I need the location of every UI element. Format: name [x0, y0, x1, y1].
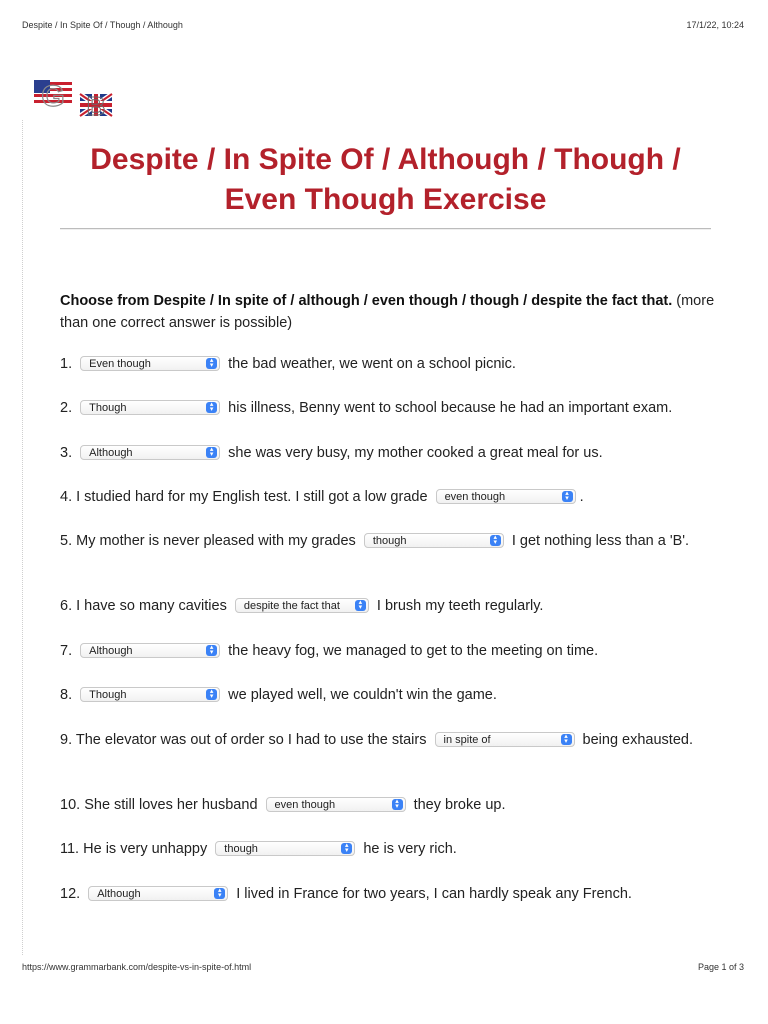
- question-item: [60, 883, 720, 905]
- answer-select-value: Although: [89, 446, 133, 459]
- select-arrows-icon: ▴ ▾: [206, 447, 217, 458]
- answer-select-value: Although: [97, 887, 141, 900]
- select-arrows-icon: ▴ ▾: [206, 358, 217, 369]
- answer-select[interactable]: [80, 400, 220, 415]
- question-item: [60, 486, 720, 508]
- question-item: [60, 442, 720, 464]
- question-item: [60, 353, 720, 375]
- question-text-before: I studied hard for my English test. I still got a low grade: [76, 489, 428, 505]
- question-text-after: she was very busy, my mother cooked a great meal for us.: [228, 445, 603, 461]
- instructions-note: (more than one correct answer is possible): [60, 293, 715, 331]
- select-arrows-icon: ▴ ▾: [355, 600, 366, 611]
- print-header-datetime: 17/1/22, 10:24: [686, 20, 744, 30]
- question-number: 3.: [60, 445, 73, 461]
- question-text-before: He is very unhappy: [83, 841, 208, 857]
- select-arrows-icon: ▴ ▾: [490, 535, 501, 546]
- answer-select[interactable]: [88, 886, 228, 901]
- question-number: 12.: [60, 886, 81, 902]
- answer-select[interactable]: [215, 841, 355, 856]
- question-number: 10.: [60, 797, 81, 813]
- answer-select-value: even though: [444, 490, 506, 503]
- question-item: [60, 397, 720, 419]
- question-number: 8.: [60, 687, 73, 703]
- question-number: 4.: [60, 489, 73, 505]
- answer-select-value: Though: [89, 401, 127, 414]
- select-arrows-icon: ▴ ▾: [206, 689, 217, 700]
- select-arrows-icon: ▴ ▾: [392, 799, 403, 810]
- select-arrows-icon: ▴ ▾: [206, 402, 217, 413]
- select-arrows-icon: ▴ ▾: [562, 491, 573, 502]
- question-text-after: I lived in France for two years, I can hardly speak any French.: [236, 886, 632, 902]
- question-text-after: the bad weather, we went on a school picnic.: [228, 356, 516, 372]
- answer-select[interactable]: [364, 533, 504, 548]
- print-header-title: Despite / In Spite Of / Though / Although: [22, 20, 183, 30]
- answer-select[interactable]: [436, 489, 576, 504]
- answer-select-value: in spite of: [443, 733, 491, 746]
- answer-select-value: Though: [89, 688, 127, 701]
- answer-select-value: Even though: [89, 357, 151, 370]
- answer-select-value: though: [224, 842, 258, 855]
- question-number: 6.: [60, 598, 73, 614]
- question-item: [60, 794, 720, 816]
- question-item: [60, 640, 720, 662]
- select-arrows-icon: ▴ ▾: [206, 645, 217, 656]
- answer-select[interactable]: [80, 687, 220, 702]
- svg-text:B: B: [86, 91, 106, 120]
- answer-select-value: though: [372, 534, 407, 547]
- title-divider: [60, 228, 711, 229]
- question-text-after: his illness, Benny went to school because he had an important exam.: [228, 400, 673, 416]
- question-text-after: he is very rich.: [363, 841, 457, 857]
- question-text-after: I brush my teeth regularly.: [376, 598, 544, 614]
- gb-logo-icon: [34, 76, 118, 120]
- select-arrows-icon: ▴ ▾: [341, 843, 352, 854]
- answer-select-value: even though: [274, 798, 336, 811]
- question-item: [60, 729, 720, 751]
- answer-select-value: despite the fact that: [243, 599, 340, 612]
- question-text-after: I get nothing less than a 'B'.: [511, 533, 690, 549]
- question-item: [60, 530, 720, 552]
- answer-select[interactable]: [80, 356, 220, 371]
- question-text-after: we played well, we couldn't win the game.: [228, 687, 497, 703]
- answer-select[interactable]: [266, 797, 406, 812]
- question-item: [60, 838, 720, 860]
- question-item: [60, 595, 720, 617]
- question-number: 7.: [60, 643, 73, 659]
- question-text-after: the heavy fog, we managed to get to the meeting on time.: [228, 643, 599, 659]
- site-logo[interactable]: [34, 76, 118, 120]
- question-number: 1.: [60, 356, 73, 372]
- print-footer-page: Page 1 of 3: [697, 962, 744, 972]
- instructions-bold: Choose from Despite / In spite of / although / even though / though / despite the fact that.: [60, 293, 673, 309]
- question-text-before: I have so many cavities: [76, 598, 227, 614]
- answer-select[interactable]: [235, 598, 369, 613]
- question-text-before: My mother is never pleased with my grades: [76, 533, 356, 549]
- question-text-after: they broke up.: [413, 797, 506, 813]
- exercise-instructions: [60, 290, 720, 334]
- select-arrows-icon: ▴ ▾: [561, 734, 572, 745]
- page-margin-guide: [22, 120, 23, 955]
- question-number: 2.: [60, 400, 73, 416]
- select-arrows-icon: ▴ ▾: [214, 888, 225, 899]
- answer-select-value: Although: [89, 644, 133, 657]
- print-footer-url: https://www.grammarbank.com/despite-vs-in-spite-of.html: [22, 962, 252, 972]
- question-item: [60, 684, 720, 706]
- question-text-before: The elevator was out of order so I had to use the stairs: [75, 732, 427, 748]
- svg-text:G: G: [41, 80, 65, 113]
- answer-select[interactable]: [80, 643, 220, 658]
- question-number: 9.: [60, 732, 73, 748]
- question-text-before: She still loves her husband: [84, 797, 258, 813]
- question-text-after: being exhausted.: [582, 732, 693, 748]
- question-text-after: .: [579, 489, 584, 505]
- answer-select[interactable]: [80, 445, 220, 460]
- question-number: 11.: [60, 841, 80, 857]
- page-title: Despite / In Spite Of / Although / Though / Even Though Exercise: [90, 143, 681, 216]
- answer-select[interactable]: [435, 732, 575, 747]
- question-number: 5.: [60, 533, 73, 549]
